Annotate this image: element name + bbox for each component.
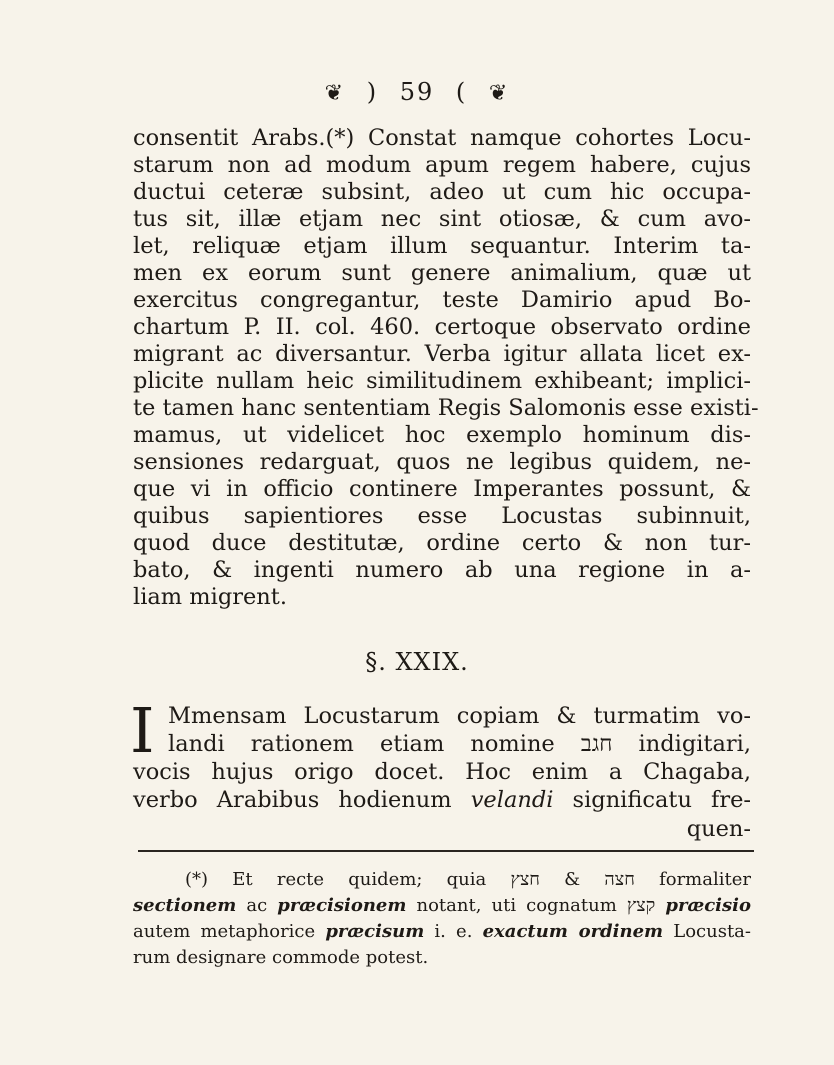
body-line: bato, & ingenti numero ab una regione in a- — [133, 557, 751, 583]
body-line: tus sit, illæ etjam nec sint otiosæ, & cum avo- — [133, 206, 751, 232]
body-line: quod duce destitutæ, ordine certo & non tur- — [133, 530, 751, 556]
body-line: starum non ad modum apum regem habere, cujus — [133, 152, 751, 178]
body-line: men ex eorum sunt genere animalium, quæ ut — [133, 260, 751, 286]
header-paren-right: ( — [455, 78, 468, 106]
body-line: mamus, ut videlicet hoc exemplo hominum dis- — [133, 422, 751, 448]
italic-word: præcisionem — [277, 895, 407, 916]
section-line-4-text-b: significatu fre- — [572, 787, 752, 813]
header-paren-left: ) — [366, 78, 379, 106]
body-line: ductui ceteræ subsint, adeo ut cum hic occupa- — [133, 179, 751, 205]
running-header — [0, 78, 834, 106]
fn3-text-b: i. e. — [434, 921, 473, 942]
body-line: liam migrent. — [133, 584, 287, 610]
section-line-4 — [133, 787, 751, 814]
italic-word: velandi — [470, 787, 554, 813]
catchword: quen- — [686, 816, 751, 842]
footnote-line-3 — [133, 920, 751, 944]
body-line: quibus sapientiores esse Locustas subinnuit, — [133, 503, 751, 529]
fleuron-ornament-right: ❦ — [488, 81, 510, 106]
fleuron-ornament-left: ❦ — [324, 81, 346, 106]
fn3-text-a: autem metaphorice — [133, 921, 316, 942]
italic-word: exactum ordinem — [482, 921, 664, 942]
fn2-text-b: notant, uti cognatum — [416, 895, 617, 916]
body-line: chartum P. II. col. 460. certoque observato ordine — [133, 314, 751, 340]
body-line: sensiones redarguat, quos ne legibus quidem, ne- — [133, 449, 751, 475]
drop-cap: I — [130, 694, 155, 767]
section-line-4-text-a: verbo Arabibus hodienum — [133, 787, 452, 813]
fn1-text-a: (*) Et recte quidem; quia — [185, 869, 487, 890]
body-line: migrant ac diversantur. Verba igitur allata licet ex- — [133, 341, 751, 367]
body-line: que vi in officio continere Imperantes possunt, & — [133, 476, 751, 502]
footnote-line-4: rum designare commode potest. — [133, 947, 429, 968]
hebrew-word: חגב — [580, 731, 613, 757]
footnote-line-2 — [133, 894, 751, 918]
section-line-3: vocis hujus origo docet. Hoc enim a Chagaba, — [133, 759, 751, 785]
body-line: te tamen hanc sententiam Regis Salomonis esse existi- — [133, 395, 759, 421]
italic-word: sectionem — [133, 895, 237, 916]
hebrew-word: חצה — [604, 869, 635, 890]
body-line: let, reliquæ etjam illum sequantur. Interim ta- — [133, 233, 751, 259]
body-line: plicite nullam heic similitudinem exhibeant; implici- — [133, 368, 751, 394]
section-line-2-text-b: indigitari, — [638, 731, 751, 757]
footnote-rule — [138, 850, 754, 852]
section-line-2-text-a: landi rationem etiam nomine — [168, 731, 555, 757]
fn1-text-c: formaliter — [659, 869, 751, 890]
hebrew-word: קצץ — [626, 895, 656, 916]
hebrew-word: חצץ — [510, 869, 540, 890]
page-number: 59 — [399, 78, 435, 106]
italic-word: præcisum — [325, 921, 425, 942]
fn2-text-a: ac — [246, 895, 268, 916]
italic-word: præcisio — [665, 895, 751, 916]
fn3-text-c: Locusta- — [673, 921, 751, 942]
body-line: exercitus congregantur, teste Damirio apud Bo- — [133, 287, 751, 313]
body-line: consentit Arabs.(*) Constat namque cohortes Locu- — [133, 125, 751, 151]
section-heading: §. XXIX. — [365, 648, 469, 676]
section-line-1: Mmensam Locustarum copiam & turmatim vo- — [168, 703, 751, 729]
footnote-line-1 — [185, 868, 751, 892]
section-line-2 — [168, 731, 751, 758]
fn1-text-b: & — [564, 869, 581, 890]
